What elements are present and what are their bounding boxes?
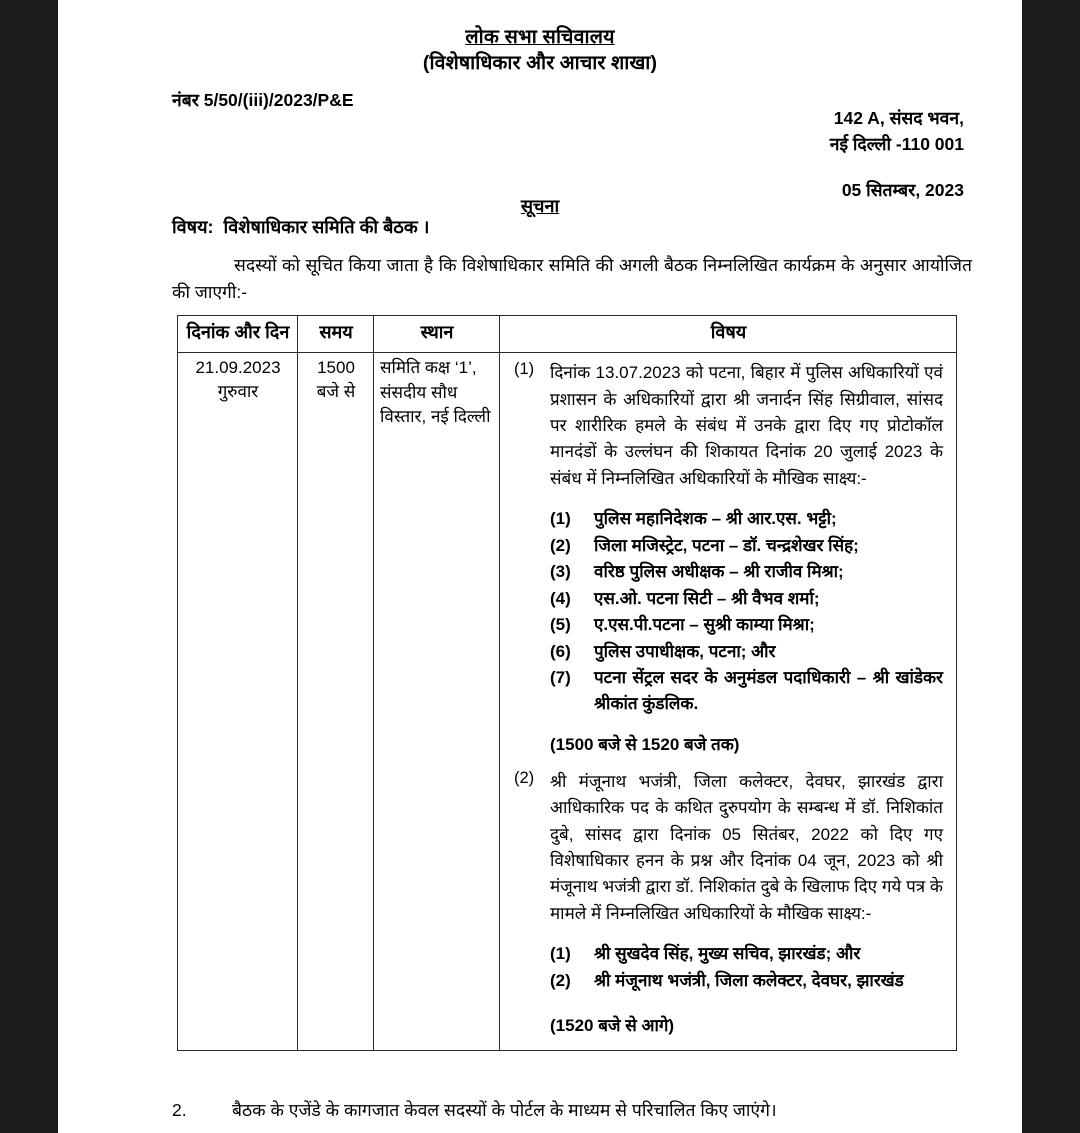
official-number: (1) bbox=[550, 509, 571, 529]
official-name: श्री मंजूनाथ भजंत्री, जिला कलेक्टर, देवघर, झारखंड bbox=[594, 970, 904, 990]
item-body bbox=[550, 356, 951, 765]
list-item bbox=[550, 506, 943, 532]
address-line-1: 142 A, संसद भवन, bbox=[833, 108, 964, 128]
document-page bbox=[58, 0, 1022, 1133]
header-subject: विषय bbox=[500, 316, 957, 353]
footer-number: 2. bbox=[172, 1100, 187, 1120]
header-place: स्थान bbox=[374, 316, 500, 353]
cell-date-day bbox=[178, 353, 298, 1051]
officials-list bbox=[550, 941, 943, 993]
header-date-day: दिनांक और दिन bbox=[178, 316, 298, 353]
subject-line bbox=[172, 215, 429, 239]
address-block bbox=[830, 105, 964, 158]
table-header-row bbox=[178, 316, 957, 353]
official-name: पुलिस महानिदेशक – श्री आर.एस. भट्टी; bbox=[594, 509, 837, 529]
list-item bbox=[550, 941, 943, 967]
official-number: (7) bbox=[550, 668, 571, 688]
list-item bbox=[550, 639, 943, 665]
subject-item bbox=[506, 356, 951, 765]
item-number: (2) bbox=[514, 769, 535, 788]
official-number: (6) bbox=[550, 641, 571, 661]
list-item bbox=[550, 968, 943, 994]
subject-item bbox=[506, 765, 951, 1046]
item-time-note: (1520 बजे से आगे) bbox=[550, 1016, 675, 1036]
letterhead bbox=[58, 0, 1022, 77]
item-time-note: (1500 बजे से 1520 बजे तक) bbox=[550, 735, 740, 755]
item-text: दिनांक 13.07.2023 को पटना, बिहार में पुलिस अधिकारियों एवं प्रशासन के अधिकारियों द्वारा श्री जनार्दन सिंह सिग्रीवाल, सांसद पर शारीरिक हमले के संबंध में उनके द्वारा दिए गए प्रोटोकॉल मानदंडों के उल्लंघन की शिकायत दिनांक 20 जुलाई 2023 के संबंध में निम्नलिखित अधिकारियों के मौखिक साक्ष्य:- bbox=[550, 363, 943, 488]
cell-time bbox=[298, 353, 374, 1051]
subject-label: विषय: bbox=[172, 217, 214, 237]
meeting-schedule-table bbox=[177, 315, 957, 1051]
official-number: (2) bbox=[550, 535, 571, 555]
list-item bbox=[550, 559, 943, 585]
header-time: समय bbox=[298, 316, 374, 353]
official-number: (4) bbox=[550, 588, 571, 608]
official-number: (1) bbox=[550, 944, 571, 964]
notice-title: सूचना bbox=[520, 196, 560, 216]
cell-subject bbox=[500, 353, 957, 1051]
footer-text: बैठक के एजेंडे के कागजात केवल सदस्यों के पोर्टल के माध्यम से परिचालित किए जाएंगे। bbox=[232, 1100, 777, 1120]
list-item bbox=[550, 665, 943, 716]
list-item bbox=[550, 586, 943, 612]
official-name: जिला मजिस्ट्रेट, पटना – डॉ. चन्द्रशेखर सिंह; bbox=[594, 535, 859, 555]
footer-paragraph bbox=[172, 1097, 972, 1123]
official-name: श्री सुखदेव सिंह, मुख्य सचिव, झारखंड; और bbox=[594, 944, 861, 964]
document-date: 05 सितम्बर, 2023 bbox=[841, 180, 964, 200]
official-number: (5) bbox=[550, 615, 571, 635]
meeting-day: गुरुवार bbox=[217, 382, 259, 402]
official-number: (2) bbox=[550, 970, 571, 990]
official-name: एस.ओ. पटना सिटी – श्री वैभव शर्मा; bbox=[594, 588, 820, 608]
meeting-time: 1500 bbox=[317, 358, 355, 378]
intro-paragraph: सदस्यों को सूचित किया जाता है कि विशेषाधिकार समिति की अगली बैठक निम्नलिखित कार्यक्रम के अनुसार आयोजित की जाएगी:- bbox=[172, 255, 972, 303]
official-number: (3) bbox=[550, 562, 571, 582]
meeting-time-suffix: बजे से bbox=[316, 382, 356, 402]
item-body bbox=[550, 765, 951, 1046]
list-item bbox=[550, 533, 943, 559]
address-line-2: नई दिल्ली -110 001 bbox=[829, 134, 964, 155]
official-name: ए.एस.पी.पटना – सुश्री काम्या मिश्रा; bbox=[594, 615, 815, 635]
list-item bbox=[550, 612, 943, 638]
official-name: पटना सेंट्रल सदर के अनुमंडल पदाधिकारी – श्री खांडेकर श्रीकांत कुंडलिक. bbox=[594, 668, 943, 713]
officials-list bbox=[550, 506, 943, 716]
official-name: पुलिस उपाधीक्षक, पटना; और bbox=[594, 641, 776, 661]
reference-number: नंबर 5/50/(iii)/2023/P&E bbox=[172, 90, 354, 110]
table-row bbox=[178, 353, 957, 1051]
branch-name: (विशेषाधिकार और आचार शाखा) bbox=[422, 52, 658, 75]
organization-name: लोक सभा सचिवालय bbox=[465, 26, 615, 48]
meeting-date: 21.09.2023 bbox=[195, 358, 281, 378]
subject-text: विशेषाधिकार समिति की बैठक । bbox=[223, 217, 430, 237]
cell-place: समिति कक्ष ‘1’, संसदीय सौध विस्तार, नई दिल्ली bbox=[374, 353, 500, 1051]
official-name: वरिष्ठ पुलिस अधीक्षक – श्री राजीव मिश्रा; bbox=[594, 562, 844, 582]
item-text: श्री मंजूनाथ भजंत्री, जिला कलेक्टर, देवघर, झारखंड द्वारा आधिकारिक पद के कथित दुरुपयोग के सम्बन्ध में डॉ. निशिकांत दुबे, सांसद द्वारा दिनांक 05 सितंबर, 2022 को दिए गए विशेषाधिकार हनन के प्रश्न और दिनांक 04 जून, 2023 को श्री मंजूनाथ भजंत्री द्वारा डॉ. निशिकांत दुबे के खिलाफ दिए गये पत्र के मामले में निम्नलिखित अधिकारियों के मौखिक साक्ष्य:- bbox=[550, 772, 943, 923]
item-number: (1) bbox=[514, 360, 535, 379]
